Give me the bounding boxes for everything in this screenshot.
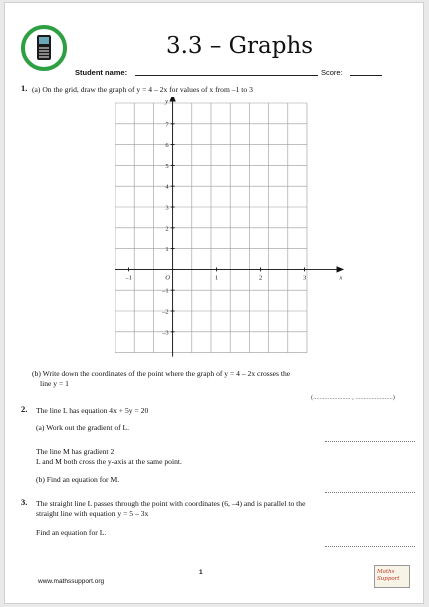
q1-number: 1. [21,83,28,93]
q3-task: Find an equation for L. [36,528,107,537]
student-name-field[interactable] [135,75,318,76]
y-tick-label: –2 [162,308,169,316]
y-tick-label: 4 [165,183,169,191]
x-axis-arrow [337,267,343,272]
q2-info-1: The line M has gradient 2 [36,447,115,456]
y-tick-label: 7 [165,121,169,129]
q1-part-b-line2: line y = 1 [40,379,69,388]
q2a-answer-line[interactable] [325,441,415,442]
x-tick-label: –1 [125,274,132,282]
y-tick-label: –1 [162,287,169,295]
y-tick-label: 2 [165,225,169,233]
q2-part-a: (a) Work out the gradient of L. [36,423,130,432]
graph-grid-svg [115,97,350,359]
origin-label: O [165,274,170,282]
stamp-text: Maths Support [377,569,400,582]
page-title: 3.3 – Graphs [165,33,314,59]
y-tick-label: 6 [165,142,169,150]
x-tick-label: 3 [302,274,307,282]
worksheet-page [4,2,424,604]
x-tick-label: 1 [214,274,219,282]
y-tick-label: –3 [162,329,169,337]
q3-text-line1: The straight line L passes through the point with coordinates (6, –4) and is parallel to the [36,499,306,508]
q1-answer-bracket[interactable]: (....................... , .......................) [311,394,395,401]
q1-part-b-line1: (b) Write down the coordinates of the point where the graph of y = 4 – 2x crosses the [32,369,291,378]
maths-support-stamp [374,565,410,588]
y-tick-label: 3 [165,204,169,212]
student-name-label: Student name: [75,68,128,77]
score-field[interactable] [350,75,382,76]
q3-text-line2: straight line with equation y = 5 – 3x [36,509,149,518]
q2b-answer-line[interactable] [325,492,415,493]
q2-info-2: L and M both cross the y-axis at the same point. [36,457,182,466]
q2-part-b: (b) Find an equation for M. [36,475,120,484]
y-axis-label: y [165,98,169,105]
q3-number: 3. [21,497,28,507]
page-number: 1 [199,569,203,576]
x-axis-label: x [339,274,343,282]
y-axis-arrow [170,97,175,101]
graph-grid[interactable] [115,97,350,364]
y-tick-label: 1 [165,246,169,254]
q1-part-a: (a) On the grid, draw the graph of y = 4 – 2x for values of x from –1 to 3 [32,85,253,94]
q3-answer-line[interactable] [325,546,415,547]
footer-website[interactable]: www.mathssupport.org [38,578,105,585]
q2-intro: The line L has equation 4x + 5y = 20 [36,406,149,415]
score-label: Score: [321,68,343,77]
q2-number: 2. [21,404,28,414]
y-tick-label: 5 [165,162,169,170]
x-tick-label: 2 [258,274,263,282]
